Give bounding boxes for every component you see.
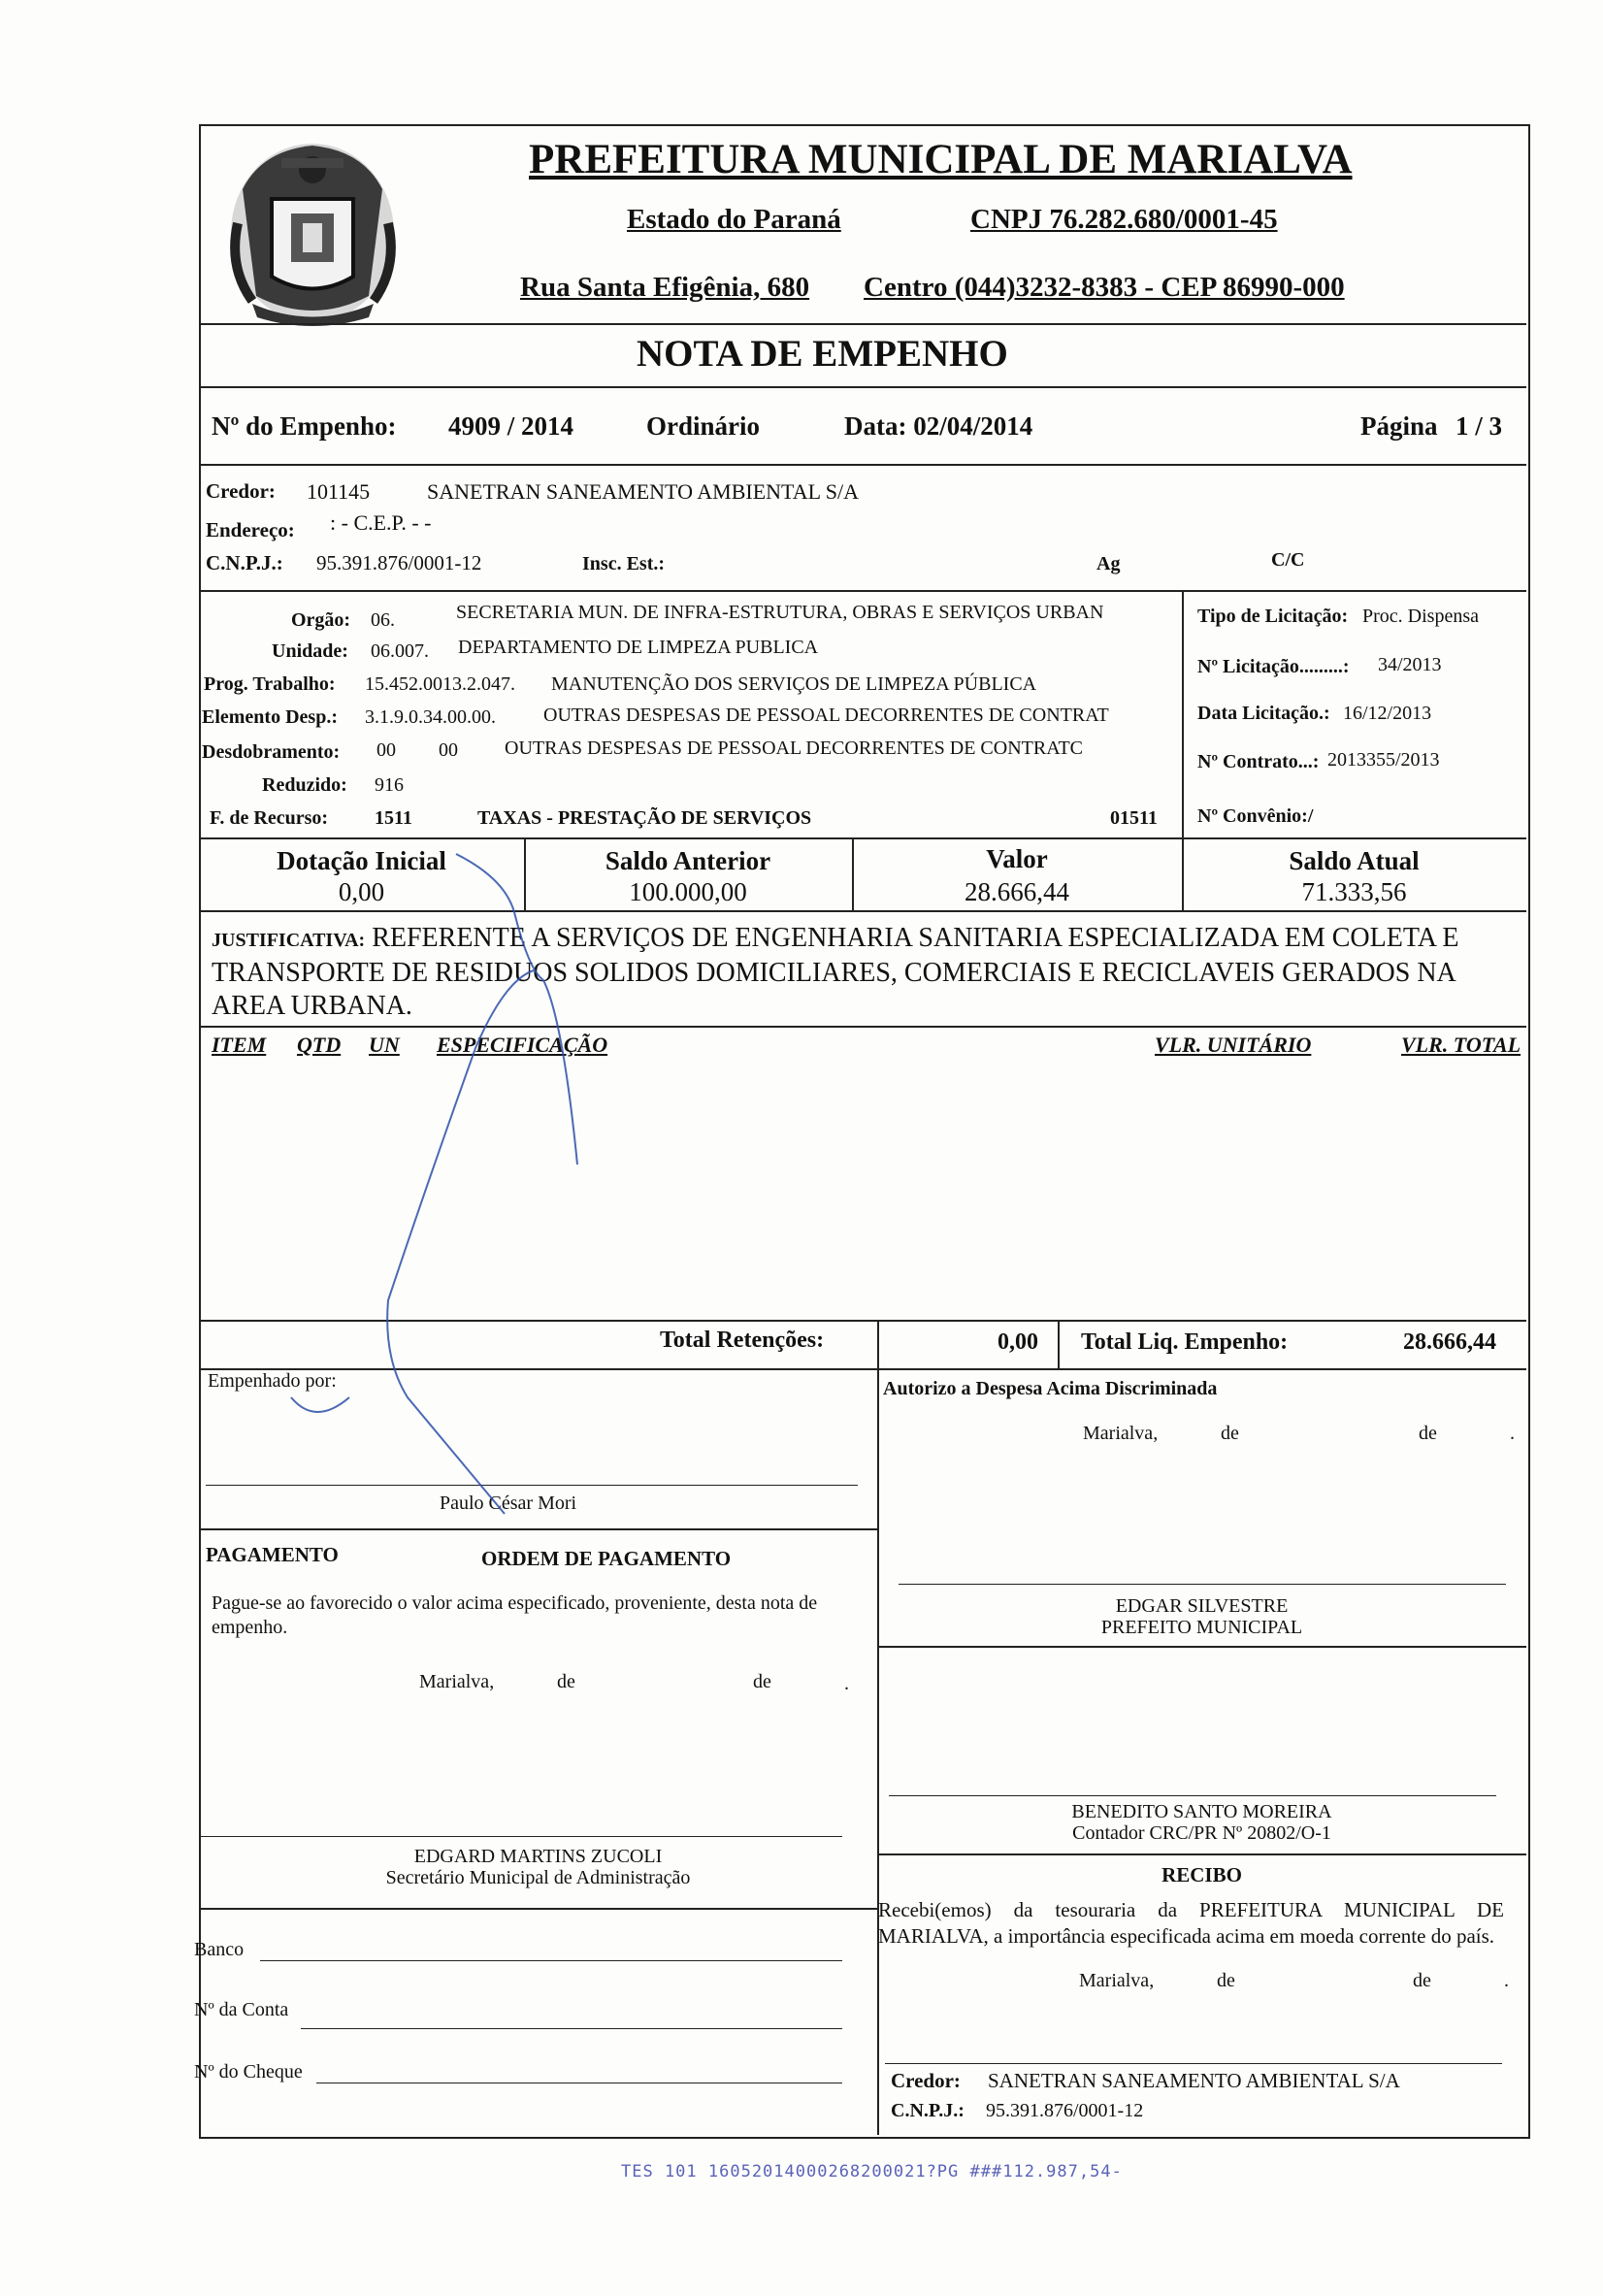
credor-cnpj-label: C.N.P.J.: — [206, 551, 283, 574]
recibo-cnpj: 95.391.876/0001-12 — [986, 2100, 1144, 2121]
credor-label: Credor: — [206, 479, 276, 503]
unidade-label: Unidade: — [272, 640, 348, 662]
elemento-code: 3.1.9.0.34.00.00. — [365, 706, 496, 728]
secretario-name: EDGARD MARTINS ZUCOLI — [413, 1846, 663, 1867]
prefeito-title: PREFEITO MUNICIPAL — [1100, 1617, 1303, 1638]
col-especificacao: ESPECIFICAÇÃO — [437, 1033, 608, 1057]
credor-code: 101145 — [307, 479, 371, 504]
saldo-atual-label: Saldo Atual — [1289, 846, 1420, 875]
agency-label: Ag — [1096, 553, 1121, 574]
fonte-recurso-code: 1511 — [375, 807, 412, 829]
recibo-credor-name: SANETRAN SANEAMENTO AMBIENTAL S/A — [988, 2069, 1400, 2092]
orgao-code: 06. — [371, 609, 395, 631]
autorizo-de-2: de — [1419, 1423, 1437, 1444]
autorizo-place: Marialva, — [1083, 1423, 1159, 1444]
contador-name: BENEDITO SANTO MOREIRA — [1071, 1801, 1332, 1822]
recibo-place: Marialva, — [1079, 1970, 1155, 1991]
recibo-text: Recebi(emos) da tesouraria da PREFEITURA MUNICIPAL DE MARIALVA, a importância especificada acima em moeda corrente do país. — [878, 1898, 1504, 1948]
saldo-atual-value: 71.333,56 — [1301, 877, 1407, 906]
insc-est-label: Insc. Est.: — [582, 553, 666, 574]
contrato-value: 2013355/2013 — [1327, 749, 1440, 771]
tipo-licitacao-label: Tipo de Licitação: — [1197, 606, 1349, 627]
data-licitacao-value: 16/12/2013 — [1343, 703, 1432, 724]
unidade-desc: DEPARTAMENTO DE LIMPEZA PUBLICA — [458, 637, 819, 658]
pagamento-de-1: de — [557, 1671, 575, 1692]
retencoes-label: Total Retenções: — [660, 1328, 825, 1353]
justificativa-text: REFERENTE A SERVIÇOS DE ENGENHARIA SANITARIA ESPECIALIZADA EM COLETA E TRANSPORTE DE RESIDUOS SOLIDOS DOMICILIARES, COMERCIAIS E RECICLAVEIS GERADOS NA AREA URBANA. — [212, 923, 1459, 1021]
tipo-licitacao-value: Proc. Dispensa — [1362, 606, 1479, 627]
retencoes-value: 0,00 — [998, 1329, 1038, 1355]
recibo-credor-label: Credor: — [891, 2069, 961, 2092]
col-vlr-total: VLR. TOTAL — [1401, 1033, 1521, 1057]
account-label: C/C — [1271, 549, 1305, 571]
desdobramento-code-2: 00 — [439, 739, 458, 761]
empenhado-name: Paulo César Mori — [440, 1492, 577, 1514]
pagamento-dot: . — [844, 1673, 849, 1694]
saldo-anterior-value: 100.000,00 — [629, 877, 747, 906]
col-vlr-unitario: VLR. UNITÁRIO — [1155, 1033, 1312, 1057]
prefeito-name: EDGAR SILVESTRE — [1115, 1595, 1289, 1617]
bank-authentication-stamp: TES 101 16052014000268200021?PG ###112.987,54- — [621, 2162, 1123, 2181]
col-qtd: QTD — [297, 1033, 342, 1057]
pagamento-de-2: de — [753, 1671, 771, 1692]
col-un: UN — [369, 1033, 400, 1057]
total-liquido-label: Total Liq. Empenho: — [1081, 1329, 1289, 1355]
conta-label: Nº da Conta — [194, 1999, 289, 2020]
recibo-label: RECIBO — [1161, 1863, 1242, 1886]
valor-label: Valor — [986, 844, 1048, 873]
prog-trabalho-label: Prog. Trabalho: — [204, 673, 336, 695]
banco-label: Banco — [194, 1939, 245, 1960]
saldo-anterior-label: Saldo Anterior — [605, 846, 771, 875]
elemento-desc: OUTRAS DESPESAS DE PESSOAL DECORRENTES DE CONTRAT — [543, 705, 1109, 726]
secretario-title: Secretário Municipal de Administração — [385, 1867, 691, 1888]
valor-value: 28.666,44 — [965, 877, 1069, 906]
cheque-label: Nº do Cheque — [194, 2061, 303, 2083]
numero-licitacao-label: Nº Licitação.........: — [1197, 656, 1350, 677]
convenio-label: Nº Convênio:/ — [1197, 805, 1314, 827]
empenhado-label: Empenhado por: — [208, 1370, 337, 1392]
autorizo-de-1: de — [1221, 1423, 1239, 1444]
document-title: NOTA DE EMPENHO — [637, 333, 1008, 375]
pagamento-label: PAGAMENTO — [206, 1543, 339, 1566]
endereco-value: : - C.E.P. - - — [330, 510, 432, 535]
empenho-type: Ordinário — [646, 411, 761, 441]
recibo-de-1: de — [1217, 1970, 1235, 1991]
fonte-recurso-code-2: 01511 — [1110, 807, 1158, 829]
reduzido-label: Reduzido: — [262, 774, 347, 796]
desdobramento-label: Desdobramento: — [202, 741, 341, 763]
endereco-label: Endereço: — [206, 518, 295, 541]
autorizo-dot: . — [1510, 1423, 1515, 1444]
prog-trabalho-code: 15.452.0013.2.047. — [365, 673, 515, 695]
district-phone-cep: Centro (044)3232-8383 - CEP 86990-000 — [864, 272, 1345, 303]
empenho-number-label: Nº do Empenho: — [212, 411, 397, 441]
dotacao-inicial-label: Dotação Inicial — [277, 846, 446, 875]
prog-trabalho-desc: MANUTENÇÃO DOS SERVIÇOS DE LIMPEZA PÚBLICA — [551, 673, 1037, 695]
page-label: Página — [1360, 411, 1438, 441]
data-licitacao-label: Data Licitação.: — [1197, 703, 1330, 724]
reduzido-value: 916 — [375, 774, 404, 796]
state-name: Estado do Paraná — [627, 204, 841, 235]
desdobramento-desc: OUTRAS DESPESAS DE PESSOAL DECORRENTES DE CONTRATC — [505, 738, 1083, 759]
dotacao-inicial-value: 0,00 — [338, 877, 385, 906]
contador-title: Contador CRC/PR Nº 20802/O-1 — [1072, 1822, 1331, 1844]
empenho-date: Data: 02/04/2014 — [844, 411, 1033, 441]
credor-name: SANETRAN SANEAMENTO AMBIENTAL S/A — [427, 479, 859, 504]
credor-cnpj: 95.391.876/0001-12 — [316, 551, 482, 574]
recibo-cnpj-label: C.N.P.J.: — [891, 2100, 965, 2121]
fonte-recurso-label: F. de Recurso: — [210, 807, 329, 829]
desdobramento-code-1: 00 — [376, 739, 396, 761]
empenho-number: 4909 / 2014 — [448, 411, 574, 441]
col-item: ITEM — [212, 1033, 267, 1057]
justificativa-label: JUSTIFICATIVA: — [212, 930, 366, 951]
municipality-title: PREFEITURA MUNICIPAL DE MARIALVA — [529, 137, 1353, 182]
unidade-code: 06.007. — [371, 640, 429, 662]
orgao-desc: SECRETARIA MUN. DE INFRA-ESTRUTURA, OBRAS E SERVIÇOS URBAN — [456, 602, 1104, 623]
pagamento-place: Marialva, — [419, 1671, 495, 1692]
recibo-dot: . — [1504, 1970, 1509, 1991]
fonte-recurso-desc: TAXAS - PRESTAÇÃO DE SERVIÇOS — [477, 807, 812, 829]
page-number: 1 / 3 — [1456, 411, 1503, 441]
street-address: Rua Santa Efigênia, 680 — [520, 272, 810, 303]
municipality-cnpj: CNPJ 76.282.680/0001-45 — [970, 204, 1278, 235]
total-liquido-value: 28.666,44 — [1403, 1329, 1496, 1355]
elemento-label: Elemento Desp.: — [202, 706, 338, 728]
ordem-pagamento-label: ORDEM DE PAGAMENTO — [481, 1547, 732, 1570]
contrato-label: Nº Contrato...: — [1197, 751, 1320, 772]
pagamento-text: Pague-se ao favorecido o valor acima especificado, proveniente, desta nota de empenho. — [212, 1592, 818, 1638]
orgao-label: Orgão: — [291, 609, 351, 631]
autorizo-label: Autorizo a Despesa Acima Discriminada — [883, 1378, 1218, 1399]
numero-licitacao-value: 34/2013 — [1378, 654, 1442, 675]
recibo-de-2: de — [1413, 1970, 1431, 1991]
